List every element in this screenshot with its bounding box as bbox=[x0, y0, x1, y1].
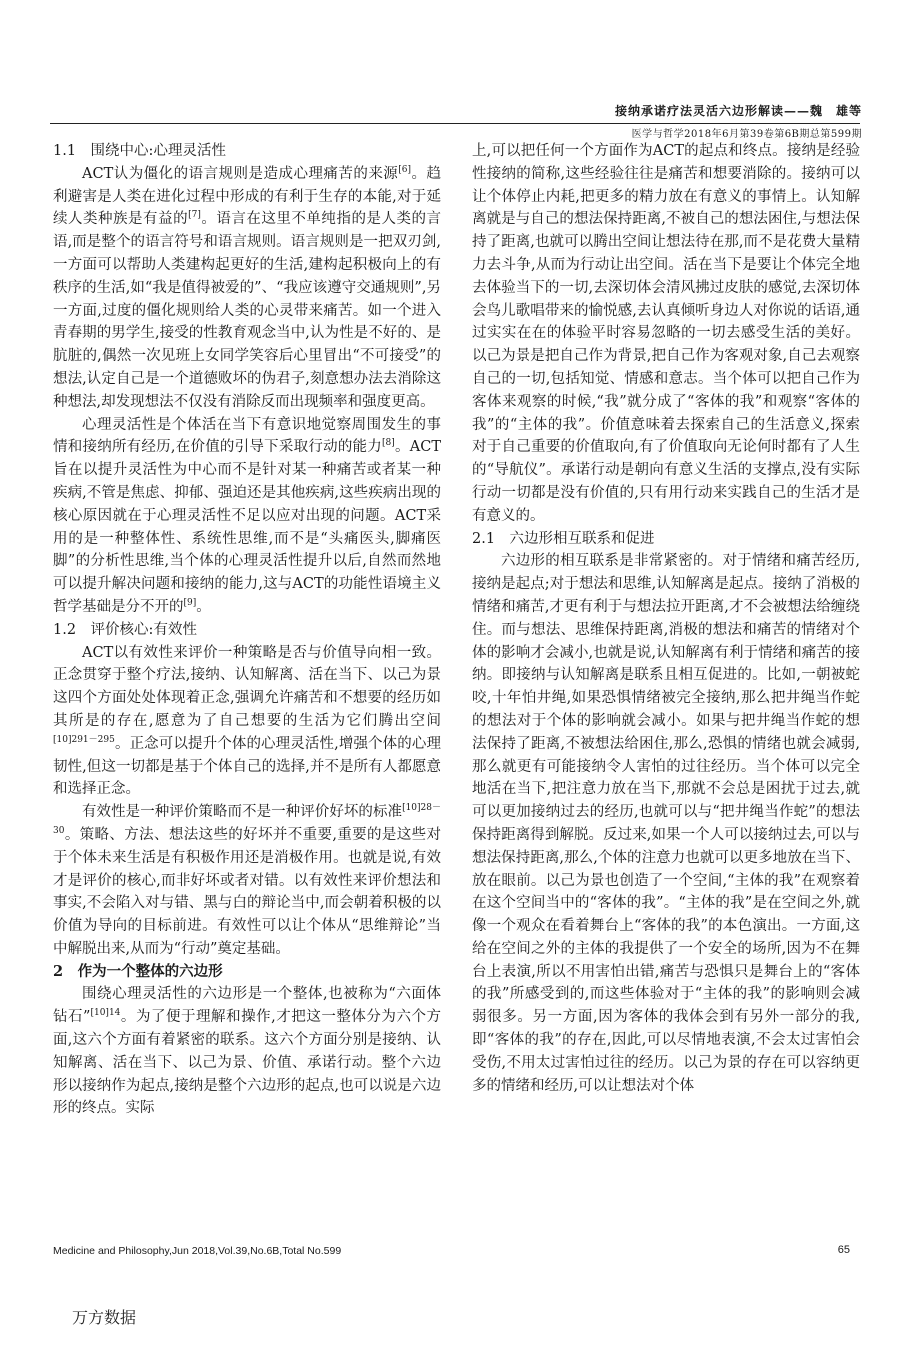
footer-journal-citation: Medicine and Philosophy,Jun 2018,Vol.39,No.6B,Total No.599 bbox=[53, 1245, 342, 1257]
right-column bbox=[472, 140, 860, 1097]
page-number: 65 bbox=[837, 1244, 850, 1256]
section-2-1-heading: 2.1 六边形相互联系和促进 bbox=[472, 530, 655, 547]
citation: [10]28－30 bbox=[53, 803, 441, 837]
paragraph: 围绕心理灵活性的六边形是一个整体,也被称为“六面体钻石”$^{[10]14}$。为了便于理解和操作,才把这一整体分为六个方面,这六个方面有着紧密的联系。这六个方面分别是接纳、认知解离、活在当下、以己为景、价值、承诺行动。整个六边形以接纳作为起点,接纳是整个六边形的起点,也可以说是六边形的终点。实际 bbox=[53, 986, 442, 1117]
citation: [8] bbox=[382, 438, 395, 449]
paragraph: ACT以有效性来评价一种策略是否与价值导向相一致。正念贯穿于整个疗法,接纳、认知解离、活在当下、以己为景这四个方面处处体现着正念,强调允许痛苦和不想要的经历如其所是的存在,愿意为了自己想要的生活为它们腾出空间$^{[10]291-295}$。正念可以提升个体的心理灵活性,增强个体的心理韧性,但这一切都是基于个体自己的选择,并不是所有人都愿意和选择正念。 bbox=[53, 644, 441, 798]
paragraph: ACT认为僵化的语言规则是造成心理痛苦的来源[6]。趋利避害是人类在进化过程中形成的有利于生存的本能,对于延续人类种族是有益的[7]。语言在这里不单纯指的是人类的言语,而是整个的语言符号和语言规则。语言规则是一把双刃剑,一方面可以帮助人类建构起更好的生活,建构起积极向上的有秩序的生活,如“我是值得被爱的”、“我应该遵守交通规则”,另一方面,过度的僵化规则给人类的心灵带来痛苦。如一个进入青春期的男学生,接受的性教育观念当中,认为性是不好的、是肮脏的,偶然一次见班上女同学笑容后心里冒出“不可接受”的想法,认定自己是一个道德败坏的伪君子,刻意想办法去消除这种想法,却发现想法不仅没有消除反而出现频率和强度更高。 bbox=[53, 164, 442, 410]
running-title: 接纳承诺疗法灵活六边形解读——魏 雄等 bbox=[614, 104, 862, 118]
citation: [6] bbox=[398, 164, 412, 175]
citation: [7] bbox=[188, 210, 201, 221]
citation: [10]14 bbox=[90, 1008, 121, 1019]
paragraph: 上,可以把任何一个方面作为ACT的起点和终点。接纳是经验性接纳的简称,这些经验往往是痛苦和想要消除的。接纳可以让个体停止内耗,把更多的精力放在有意义的事情上。认知解离就是与自己的想法保持距离,不被自己的想法困住,与想法保持了距离,也就可以腾出空间让想法待在那,而不是花费大量精力去斗争,从而为行动让出空间。活在当下是要让个体完全地去体验当下的一切,去深切体会清风拂过皮肤的感觉,去深切体会鸟儿歌唱带来的愉悦感,去认真倾听身边人对你说的话语,通过实实在在的体验平时容易忽略的一切去感受生活的美好。以己为景是把自己作为背景,把自己作为客观对象,自己去观察自己的一切,包括知觉、情感和意志。当个体可以把自己作为客体来观察的时候,“我”就分成了“客体的我”和观察“客体的我”的“主体的我”。价值意味着去探索自己的生活意义,探索对于自己重要的价值取向,有了价值取向无论何时都有了人生的“导航仪”。承诺行动是朝向有意义生活的支撑点,没有实际行动一切都是没有价值的,只有用行动来实践自己的生活才是有意义的。 bbox=[472, 143, 860, 524]
paragraph: 心理灵活性是个体活在当下有意识地觉察周围发生的事情和接纳所有经历,在价值的引导下采取行动的能力[8]。ACT旨在以提升灵活性为中心而不是针对某一种痛苦或者某一种疾病,不管是焦虑、抑郁、强迫还是其他疾病,这些疾病出现的核心原因就在于心理灵活性不足以应对出现的问题。ACT采用的是一种整体性、系统性思维,而不是“头痛医头,脚痛医脚”的分析性思维,当个体的心理灵活性提升以后,自然而然地可以提升解决问题和接纳的能力,这与ACT的功能性语境主义哲学基础是分不开的[9]。 bbox=[53, 416, 441, 615]
citation: [10]291－295 bbox=[53, 734, 115, 745]
section-1-2-heading: 1.2 评价核心:有效性 bbox=[53, 621, 197, 638]
header-rule bbox=[50, 123, 860, 124]
paragraph: 有效性是一种评价策略而不是一种评价好坏的标准$^{[10]28-30}$。策略、方法、想法这些的好坏并不重要,重要的是这些对于个体未来生活是有积极作用还是消极作用。也就是说,有效才是评价的核心,而非好坏或者对错。以有效性来评价想法和事实,不会陷入对与错、黑与白的辩论当中,而会朝着积极的以价值为导向的目标前进。有效性可以让个体从“思维辩论”当中解脱出来,从而为“行动”奠定基础。 bbox=[53, 803, 441, 957]
section-1-1-heading: 1.1 围绕中心:心理灵活性 bbox=[53, 143, 226, 159]
wanfang-watermark: 万方数据 bbox=[72, 1308, 137, 1327]
section-2-heading: 2 作为一个整体的六边形 bbox=[53, 962, 223, 980]
journal-issue-line: 医学与哲学2018年6月第39卷第6B期总第599期 bbox=[631, 129, 862, 140]
citation: [9] bbox=[183, 598, 197, 609]
left-column bbox=[53, 140, 441, 1120]
paragraph: 六边形的相互联系是非常紧密的。对于情绪和痛苦经历,接纳是起点;对于想法和思维,认知解离是起点。接纳了消极的情绪和痛苦,才更有利于与想法拉开距离,才不会被想法给缠绕住。而与想法、思维保持距离,消极的想法和痛苦的情绪对个体的影响才会减小,也就是说,认知解离有利于情绪和痛苦的接纳。即接纳与认知解离是联系且相互促进的。比如,一朝被蛇咬,十年怕井绳,如果恐惧情绪被完全接纳,那么把井绳当作蛇的想法对于个体的影响就会减小。如果与把井绳当作蛇的想法保持了距离,不被想法给困住,那么,恐惧的情绪也就会减弱,那么就更有可能接纳令人害怕的过往经历。当个体可以完全地活在当下,把注意力放在当下,那就不会总是困扰于过去,就可以更加接纳过去的经历,也就可以与“把井绳当作蛇”的想法保持距离得到解脱。反过来,如果一个人可以接纳过去,可以与想法保持距离,那么,个体的注意力也就可以更多地放在当下、放在眼前。以己为景也创造了一个空间,“主体的我”在观察着在这个空间当中的“客体的我”。“主体的我”是在空间之外,就像一个观众在看着舞台上“客体的我”的本色演出。一方面,这给在空间之外的主体的我提供了一个安全的场所,因为不在舞台上表演,所以不用害怕出错,痛苦与恐惧只是舞台上的“客体的我”所感受到的,而这些体验对于“主体的我”的影响则会减弱很多。另一方面,因为客体的我体会到有另外一部分的我,即“客体的我”的存在,因此,可以尽情地表演,不会太过害怕会受伤,不用太过害怕过往的经历。以己为景的存在可以容纳更多的情绪和经历,可以让想法对个体 bbox=[472, 553, 860, 1094]
